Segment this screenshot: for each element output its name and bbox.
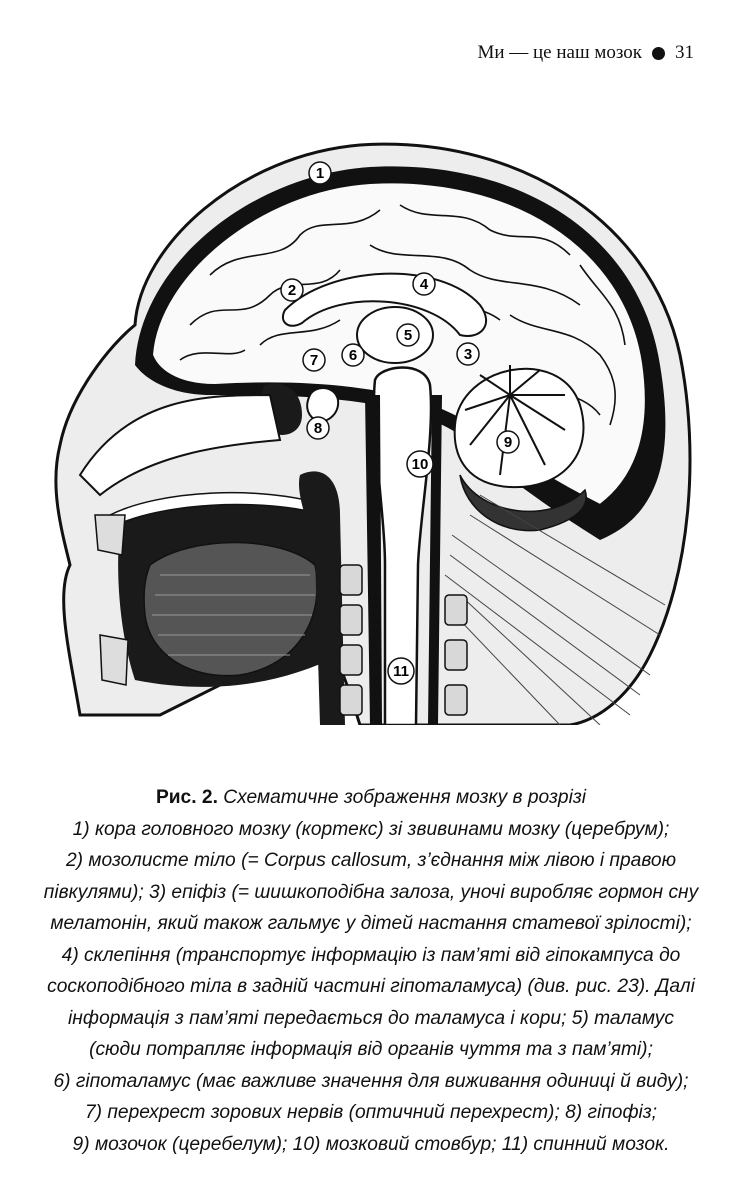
figure-caption	[30, 782, 712, 1160]
bullet-dot-icon	[652, 47, 665, 60]
running-head	[477, 42, 694, 64]
caption-line: 1) кора головного мозку (кортекс) зі звивинами мозку (церебрум);	[72, 818, 670, 840]
callout-8	[307, 417, 329, 439]
caption-line: 6) гіпоталамус (має важливе значення для виживання одиниці й виду);	[53, 1070, 689, 1092]
caption-line: (сюди потрапляє інформація від органів чуття та з пам’яті);	[89, 1039, 653, 1060]
lower-teeth	[100, 635, 128, 685]
svg-text:4: 4	[419, 276, 429, 293]
svg-text:7: 7	[309, 352, 319, 369]
svg-text:9: 9	[503, 434, 513, 451]
callout-3	[457, 343, 479, 365]
figure-number: Рис. 2.	[155, 787, 218, 808]
caption-line: півкулями); 3) епіфіз (= шишкоподібна залоза, уночі виробляє гормон сну	[43, 881, 699, 903]
svg-text:8: 8	[313, 420, 323, 437]
caption-line: інформація з пам’яті передається до таламуса і кори; 5) таламус	[68, 1007, 674, 1029]
caption-line: мелатонін, який також гальмує у дітей настання статевої зрілості);	[50, 913, 692, 934]
caption-line: 2) мозолисте тіло (= Corpus callosum, з’єднання між лівою і правою	[65, 850, 677, 871]
page-number: 31	[675, 42, 694, 63]
callout-2	[281, 279, 303, 301]
pituitary	[307, 388, 338, 421]
svg-text:3: 3	[463, 346, 473, 363]
brain-sagittal-section-figure	[40, 95, 710, 725]
svg-text:11: 11	[393, 663, 409, 680]
callout-11	[388, 658, 414, 684]
thalamus	[357, 307, 433, 363]
svg-text:5: 5	[403, 327, 413, 344]
svg-text:1: 1	[315, 165, 325, 182]
svg-text:6: 6	[348, 347, 358, 364]
caption-line: 9) мозочок (церебелум); 10) мозковий стовбур; 11) спинний мозок.	[72, 1133, 670, 1155]
callout-4	[413, 273, 435, 295]
callout-1	[309, 162, 331, 184]
upper-teeth	[95, 515, 125, 555]
callout-6	[342, 344, 364, 366]
caption-line: 4) склепіння (транспортує інформацію із пам’яті від гіпокампуса до	[61, 944, 681, 966]
brain-illustration	[40, 95, 710, 725]
callout-5	[397, 324, 419, 346]
svg-text:2: 2	[287, 282, 297, 299]
caption-line: 7) перехрест зорових нервів (оптичний перехрест); 8) гіпофіз;	[84, 1102, 657, 1123]
caption-line: соскоподібного тіла в задній частині гіпоталамуса) (див. рис. 23). Далі	[47, 976, 695, 997]
callout-7	[303, 349, 325, 371]
running-title: Ми — це наш мозок	[477, 42, 642, 63]
caption-heading	[30, 782, 712, 814]
figure-title: Схематичне зображення мозку в розрізі	[223, 787, 587, 808]
callout-9	[497, 431, 519, 453]
svg-text:10: 10	[411, 456, 429, 473]
callout-10	[407, 451, 433, 477]
